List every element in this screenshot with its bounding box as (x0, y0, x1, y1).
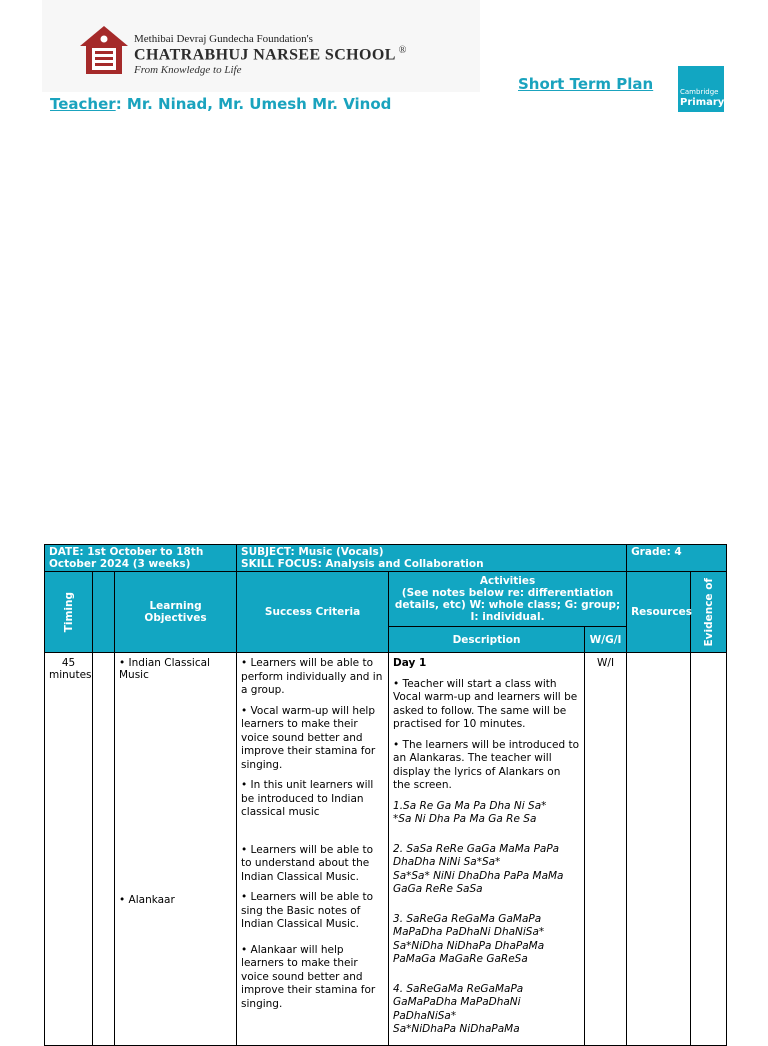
plan-title: Short Term Plan (518, 75, 654, 93)
school-crest-icon (78, 24, 130, 78)
criteria-item: • Learners will be able to sing the Basic notes of Indian Classical Music. (241, 891, 373, 930)
subject-line-1: SUBJECT: Music (Vocals) (241, 546, 384, 558)
alankar-item: 4. SaReGaMa ReGaMaPa GaMaPaDha MaPaDhaNi PaDhaNiSa* Sa*NiDhaPa NiDhaPaMa (393, 982, 524, 1035)
alankar-item: 1.Sa Re Ga Ma Pa Dha Ni Sa* *Sa Ni Dha Pa Ma Ga Re Sa (393, 799, 547, 825)
school-logo (42, 0, 480, 92)
teacher-names: : Mr. Ninad, Mr. Umesh Mr. Vinod (115, 95, 392, 113)
description-header: Description (389, 627, 585, 653)
objectives-cell (115, 653, 237, 1046)
registered-mark: ® (398, 45, 407, 56)
cambridge-badge-top: Cambridge (680, 88, 719, 96)
activities-note: (See notes below re: differentiation details, etc) W: whole class; G: group; I: individual. (394, 587, 621, 623)
objective-1: • Indian Classical Music (119, 657, 210, 681)
day-label: Day 1 (393, 657, 427, 669)
wgi-cell: W/I (585, 653, 627, 1046)
table-header-row (45, 572, 727, 627)
table-meta-row (45, 545, 727, 572)
blank-header (93, 572, 115, 653)
wgi-header: W/G/I (585, 627, 627, 653)
objective-2: • Alankaar (119, 894, 175, 906)
activity-item: • Teacher will start a class with Vocal warm-up and learners will be asked to follow. The same will be practised for 10 minutes. (393, 677, 578, 730)
subject-cell (237, 545, 627, 572)
criteria-item: • Vocal warm-up will help learners to make their voice sound better and improve their stamina for singing. (241, 704, 376, 771)
learning-objectives-header: Learning Objectives (115, 572, 237, 653)
logo-school-name-text: CHATRABHUJ NARSEE SCHOOL (134, 46, 396, 64)
evidence-cell (691, 653, 727, 1046)
alankar-item: 2. SaSa ReRe GaGa MaMa PaPa DhaDha NiNi Sa*Sa* Sa*Sa* NiNi DhaDha PaPa MaMa GaGa ReRe SaSa (393, 842, 564, 895)
short-term-plan-table (44, 544, 727, 1046)
criteria-item: • Alankaar will help learners to make their voice sound better and improve their stamina for singing. (241, 943, 376, 1010)
success-criteria-header: Success Criteria (237, 572, 389, 653)
activities-header (389, 572, 627, 627)
criteria-item: • Learners will be able to perform individually and in a group. (241, 657, 383, 696)
criteria-cell (237, 653, 389, 1046)
logo-foundation: Methibai Devraj Gundecha Foundation's (134, 33, 313, 45)
evidence-header (691, 572, 727, 653)
resources-header: Resources (627, 572, 691, 653)
teacher-label: Teacher (50, 95, 116, 113)
description-cell (389, 653, 585, 1046)
table-row (45, 653, 727, 1046)
blank-cell (93, 653, 115, 1046)
timing-header-text: Timing (62, 591, 75, 633)
timing-header (45, 572, 93, 653)
teacher-line (50, 95, 391, 113)
criteria-item: • In this unit learners will be introduced to Indian classical music (241, 779, 374, 818)
cambridge-primary-badge (678, 66, 724, 112)
logo-school-name (134, 45, 407, 64)
alankar-item: 3. SaReGa ReGaMa GaMaPa MaPaDha PaDhaNi DhaNiSa* Sa*NiDha NiDhaPa DhaPaMa PaMaGa MaGaRe GaReSa (393, 912, 545, 965)
resources-cell (627, 653, 691, 1046)
evidence-header-text: Evidence of (702, 577, 715, 647)
date-line-1: DATE: 1st October to 18th (49, 546, 204, 558)
criteria-item: • Learners will be able to to understand about the Indian Classical Music. (241, 843, 373, 883)
date-cell (45, 545, 237, 572)
logo-tagline: From Knowledge to Life (134, 64, 242, 76)
cambridge-badge-bottom: Primary (680, 97, 725, 108)
activities-title: Activities (479, 575, 536, 587)
grade-cell: Grade: 4 (627, 545, 727, 572)
subject-line-2: SKILL FOCUS: Analysis and Collaboration (241, 558, 484, 570)
timing-cell: 45 minutes (45, 653, 93, 1046)
date-line-2: October 2024 (3 weeks) (49, 558, 191, 570)
activity-item: • The learners will be introduced to an Alankaras. The teacher will display the lyrics of Alankars on the screen. (393, 738, 580, 791)
